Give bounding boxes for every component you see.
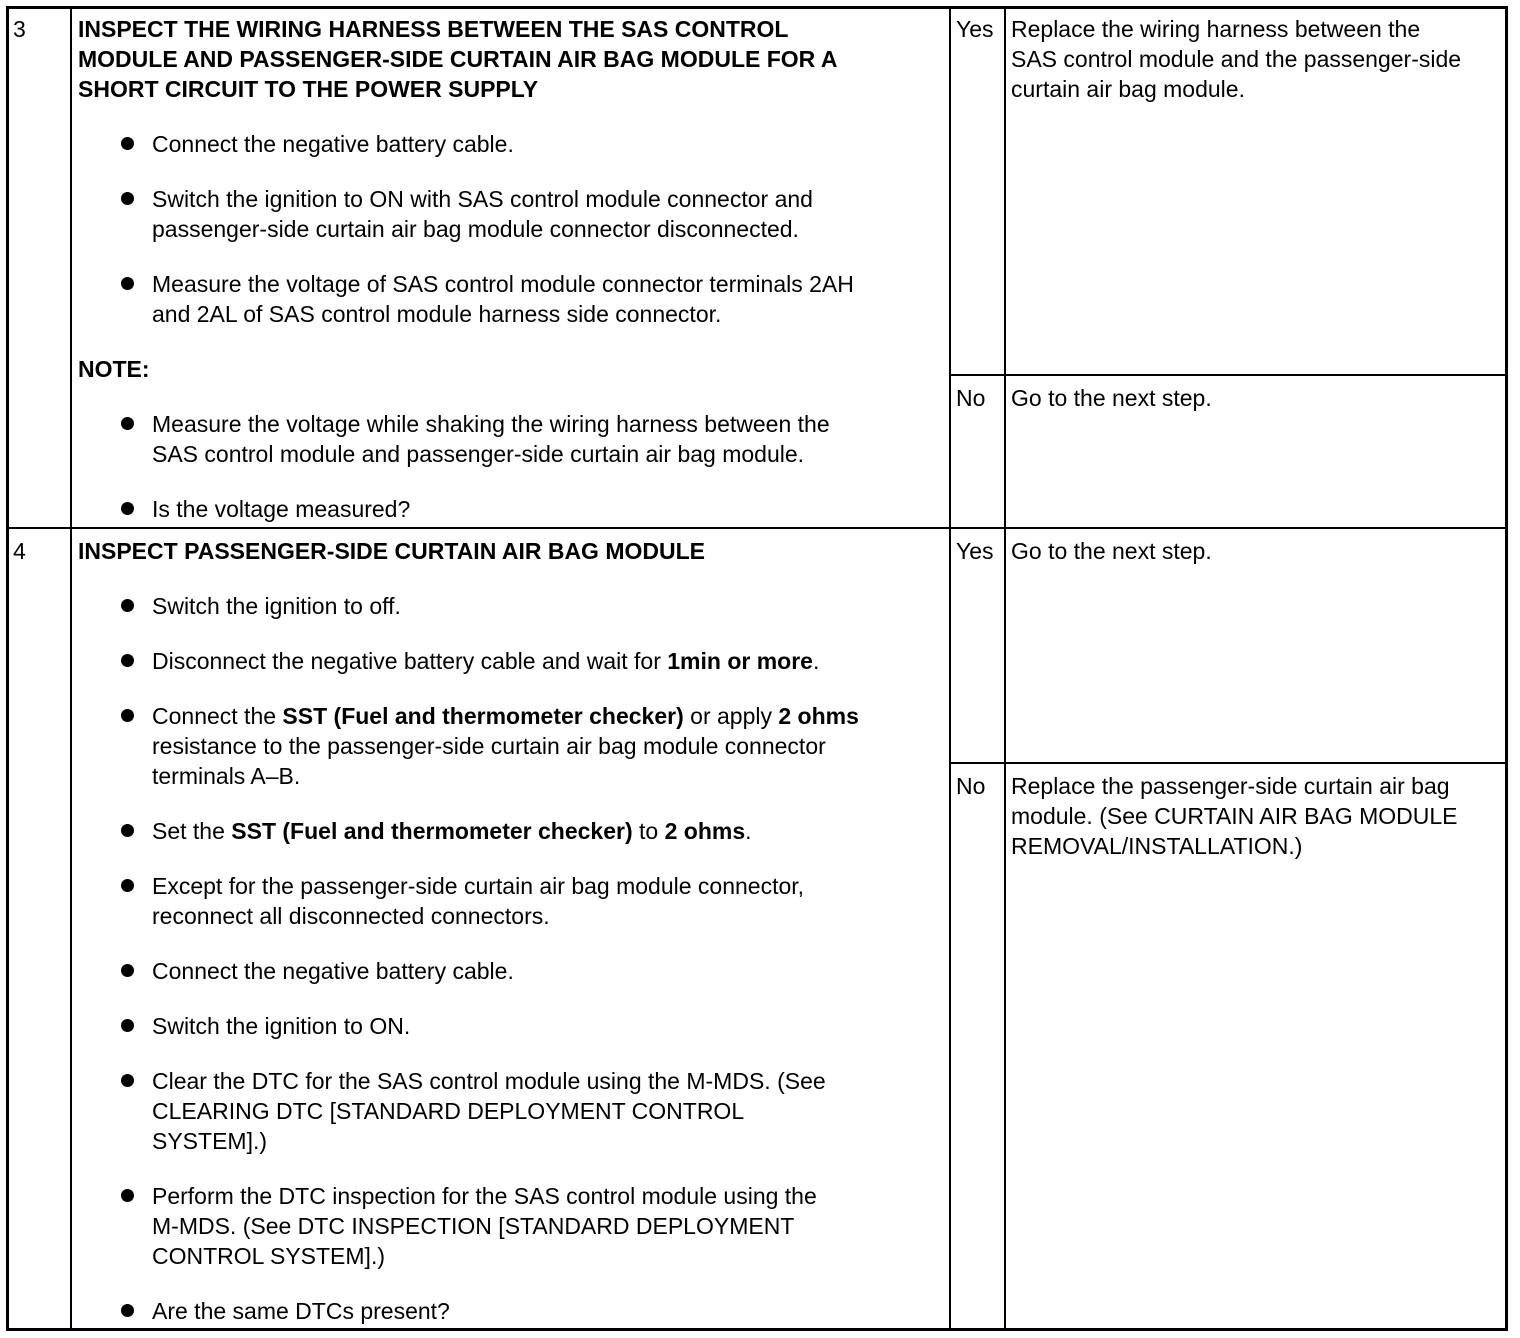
table-border-right (1505, 6, 1508, 1331)
bullet-icon (121, 709, 134, 722)
instruction-text: Are the same DTCs present? (152, 1298, 450, 1324)
table-border-left (6, 6, 9, 1331)
bullet-icon (121, 824, 134, 837)
column-divider-number (70, 6, 72, 1331)
no-action: Replace the passenger-side curtain air bag (1011, 773, 1450, 799)
row-divider-step4-yes-no (949, 762, 1508, 764)
resistance-value: 2 ohms (778, 703, 859, 729)
no-action: module. (See CURTAIN AIR BAG MODULE (1011, 803, 1458, 829)
instruction-text: and 2AL of SAS control module harness side connector. (152, 301, 722, 327)
tool-name: SST (Fuel and thermometer checker) (231, 818, 633, 844)
bullet-icon (121, 1074, 134, 1087)
bullet-icon (121, 964, 134, 977)
instruction-text: Measure the voltage while shaking the wiring harness between the (152, 411, 830, 437)
step-title: INSPECT PASSENGER-SIDE CURTAIN AIR BAG MODULE (78, 538, 705, 564)
no-action: Go to the next step. (1011, 385, 1212, 411)
bullet-icon (121, 417, 134, 430)
instruction-text: SAS control module and passenger-side curtain air bag module. (152, 441, 805, 467)
no-label: No (956, 385, 986, 411)
bullet-icon (121, 1304, 134, 1317)
row-divider-step3-yes-no (949, 374, 1508, 376)
instruction-text: Is the voltage measured? (152, 496, 411, 522)
instruction-text: Switch the ignition to off. (152, 593, 401, 619)
instruction-text: Switch the ignition to ON with SAS control module connector and (152, 186, 813, 212)
instruction-text: resistance to the passenger-side curtain air bag module connector (152, 733, 826, 759)
step-number: 3 (13, 16, 26, 42)
step-number: 4 (13, 538, 26, 564)
bullet-icon (121, 502, 134, 515)
instruction-text: Connect the SST (Fuel and thermometer checker) or apply 2 ohms (152, 703, 859, 729)
bullet-icon (121, 1189, 134, 1202)
column-divider-inspection (949, 6, 951, 1331)
instruction-text: CONTROL SYSTEM].) (152, 1243, 385, 1269)
step-title: INSPECT THE WIRING HARNESS BETWEEN THE SAS CONTROL (78, 16, 789, 42)
instruction-text: Switch the ignition to ON. (152, 1013, 411, 1039)
instruction-text: Connect the negative battery cable. (152, 958, 514, 984)
yes-label: Yes (956, 16, 994, 42)
instruction-text: CLEARING DTC [STANDARD DEPLOYMENT CONTROL (152, 1098, 745, 1124)
yes-action: SAS control module and the passenger-side (1011, 46, 1462, 72)
instruction-text: passenger-side curtain air bag module connector disconnected. (152, 216, 799, 242)
bullet-icon (121, 277, 134, 290)
no-action: REMOVAL/INSTALLATION.) (1011, 833, 1303, 859)
instruction-text: Perform the DTC inspection for the SAS control module using the (152, 1183, 817, 1209)
step-title: SHORT CIRCUIT TO THE POWER SUPPLY (78, 76, 539, 102)
yes-label: Yes (956, 538, 994, 564)
bullet-icon (121, 137, 134, 150)
yes-action: curtain air bag module. (1011, 76, 1245, 102)
bullet-icon (121, 599, 134, 612)
bullet-icon (121, 192, 134, 205)
table-border-bottom (6, 1328, 1508, 1331)
instruction-text: reconnect all disconnected connectors. (152, 903, 550, 929)
yes-action: Go to the next step. (1011, 538, 1212, 564)
bullet-icon (121, 654, 134, 667)
note-label: NOTE: (78, 356, 150, 382)
column-divider-result (1004, 6, 1006, 1331)
bullet-icon (121, 879, 134, 892)
table-border-top (6, 6, 1508, 9)
row-divider-step (6, 527, 1508, 529)
resistance-value: 2 ohms (664, 818, 746, 844)
instruction-text: Except for the passenger-side curtain air bag module connector, (152, 873, 805, 899)
tool-name: SST (Fuel and thermometer checker) (282, 703, 684, 729)
instruction-text: terminals A–B. (152, 763, 301, 789)
instruction-text: SYSTEM].) (152, 1128, 268, 1154)
instruction-text: Clear the DTC for the SAS control module using the M-MDS. (See (152, 1068, 826, 1094)
instruction-text: Connect the negative battery cable. (152, 131, 514, 157)
instruction-text: Measure the voltage of SAS control module connector terminals 2AH (152, 271, 854, 297)
instruction-text: M-MDS. (See DTC INSPECTION [STANDARD DEPLOYMENT (152, 1213, 795, 1239)
instruction-text: Disconnect the negative battery cable and wait for 1min or more. (152, 648, 820, 674)
bullet-icon (121, 1019, 134, 1032)
no-label: No (956, 773, 986, 799)
yes-action: Replace the wiring harness between the (1011, 16, 1421, 42)
time-value: 1min or more (667, 648, 813, 674)
step-title: MODULE AND PASSENGER-SIDE CURTAIN AIR BAG MODULE FOR A (78, 46, 838, 72)
instruction-text: Set the SST (Fuel and thermometer checker) to 2 ohms. (152, 818, 752, 844)
